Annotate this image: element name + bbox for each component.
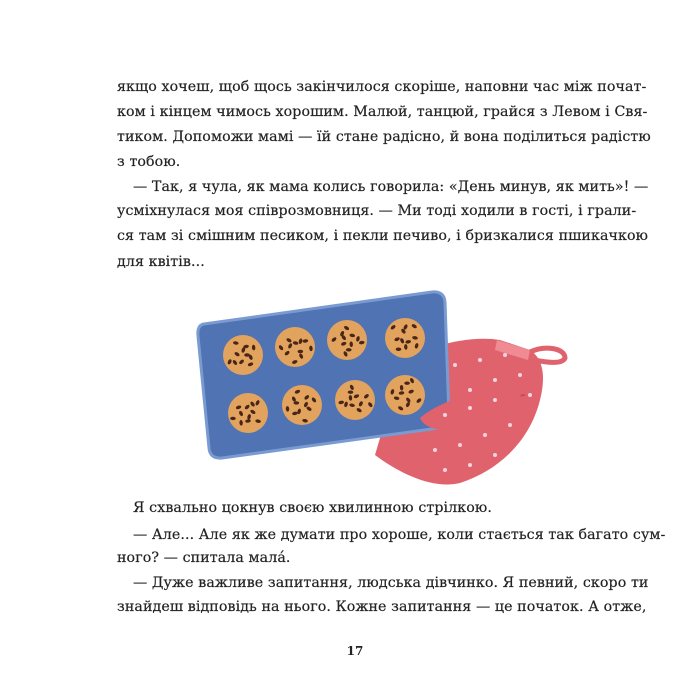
- chocolate-chip: [404, 381, 410, 384]
- text-line: якщо хочеш, щоб щось закінчилося скоріше, наповни час між почат-: [117, 79, 647, 95]
- cookie: [228, 393, 268, 433]
- text-line: знайдеш відповідь на нього. Кожне запитання — це початок. А отже,: [117, 599, 647, 615]
- text-line: для квітів...: [117, 254, 205, 270]
- chocolate-chip: [294, 401, 300, 404]
- text-line: ком і кінцем чимось хорошим. Малюй, танцюй, грайся з Левом і Свя-: [117, 104, 648, 120]
- text-line: — Дуже важливе запитання, людська дівчинко. Я певний, скоро ти: [133, 575, 649, 591]
- chocolate-chip: [348, 391, 354, 394]
- chocolate-chip: [298, 350, 304, 353]
- chocolate-chip: [230, 417, 236, 420]
- text-line: тиком. Допоможи мамі — їй стане радісно, й вона поділиться радістю: [117, 129, 651, 145]
- chocolate-chip: [346, 348, 352, 351]
- text-line: — Так, я чула, як мама колись говорила: «День минув, як мить»! —: [133, 179, 649, 195]
- text-line: усміхнулася моя співрозмовниця. — Ми тоді ходили в гості, і грали-: [117, 203, 637, 219]
- baking-tray: [198, 292, 449, 458]
- cookie: [282, 385, 322, 425]
- text-line: з тобою.: [117, 154, 181, 170]
- cookie: [385, 318, 425, 358]
- page-number: 17: [346, 644, 364, 658]
- cookie: [385, 375, 425, 415]
- cookie: [335, 380, 375, 420]
- chocolate-chip: [396, 348, 402, 351]
- text-line: — Але... Але як же думати про хороше, коли стається так багато сум-: [133, 527, 666, 543]
- text-line: ного? — спитала малá.: [117, 550, 291, 566]
- text-line: ся там зі смішним песиком, і пекли печиво, і бризкалися пшикачкою: [117, 228, 649, 244]
- cookie: [223, 335, 263, 375]
- text-line: Я схвально цокнув своєю хвилинною стрілкою.: [133, 500, 492, 516]
